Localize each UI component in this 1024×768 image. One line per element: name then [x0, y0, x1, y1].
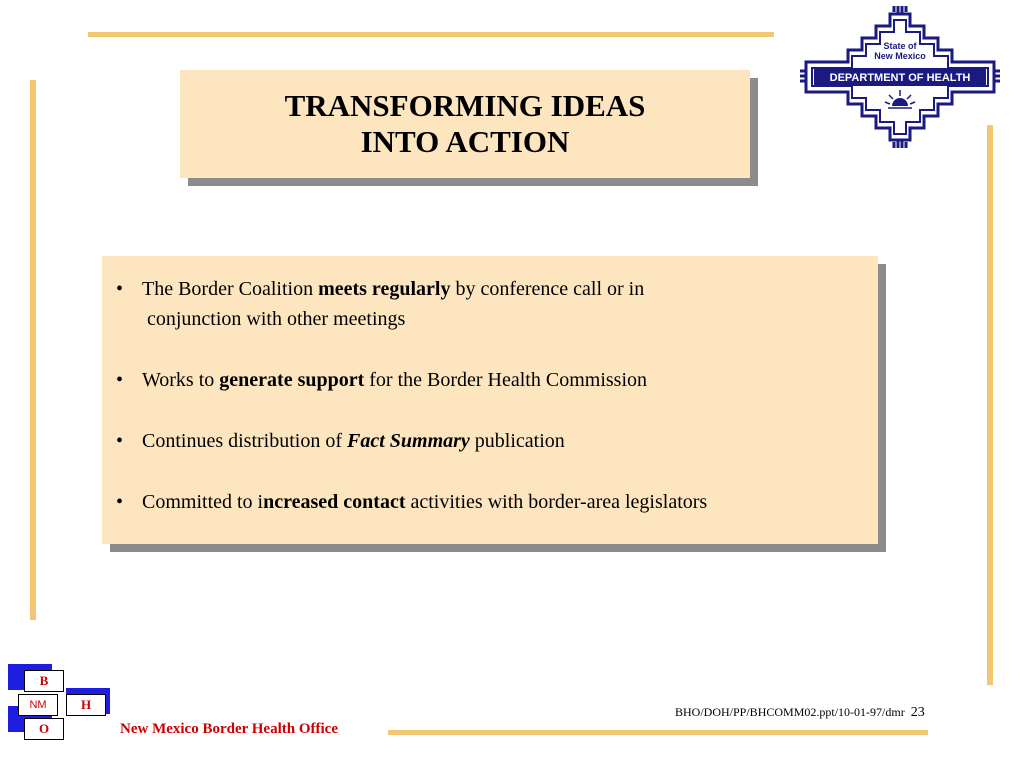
page-number: 23 — [910, 705, 925, 720]
title-line-1: TRANSFORMING IDEAS — [284, 88, 646, 123]
logo-department-name: DEPARTMENT OF HEALTH — [829, 72, 971, 84]
logo-letter-h: H — [66, 694, 106, 716]
bullet-item — [116, 426, 878, 456]
right-divider — [987, 125, 993, 685]
bullet-item — [116, 274, 878, 334]
top-divider — [88, 32, 774, 37]
bullet-continuation: conjunction with other meetings — [147, 308, 406, 330]
bullet-emphasis: generate support — [219, 369, 365, 391]
bullet-text: Continues distribution of — [142, 430, 347, 452]
bullet-text: The Border Coalition — [142, 278, 319, 300]
bullet-marker: • — [116, 491, 124, 513]
logo-state-line1: State of — [883, 41, 917, 51]
logo-state-line2: New Mexico — [874, 51, 926, 61]
bullet-text: by conference call or in — [450, 278, 645, 300]
bullet-item — [116, 487, 878, 517]
logo-letter-o: O — [24, 718, 64, 740]
footer-reference — [675, 705, 925, 721]
bullet-marker: • — [116, 430, 124, 452]
logo-letter-b: B — [24, 670, 64, 692]
bullet-box — [102, 256, 878, 544]
bottom-divider — [388, 730, 928, 735]
bullet-marker: • — [116, 369, 124, 391]
slide-title — [285, 88, 646, 160]
left-divider — [30, 80, 36, 620]
bullet-text: for the Border Health Commission — [364, 369, 647, 391]
bullet-text: activities with border-area legislators — [405, 491, 708, 513]
logo-letter-nm: NM — [18, 694, 58, 716]
department-of-health-logo — [800, 4, 1000, 150]
bullet-text: publication — [469, 430, 565, 452]
bullet-marker: • — [116, 278, 124, 300]
bullet-text: Works to — [142, 369, 220, 391]
bullet-emphasis: ncreased contact — [263, 491, 406, 513]
bullet-item — [116, 365, 878, 395]
bullet-emphasis: Fact Summary — [347, 430, 470, 452]
bullet-text: Committed to i — [142, 491, 264, 513]
title-line-2: INTO ACTION — [360, 124, 570, 159]
title-box — [180, 70, 750, 178]
office-name: New Mexico Border Health Office — [120, 721, 338, 737]
bullet-emphasis: meets regularly — [318, 278, 451, 300]
sun-symbol-icon — [885, 90, 915, 108]
border-health-office-logo — [8, 662, 114, 746]
document-reference: BHO/DOH/PP/BHCOMM02.ppt/10-01-97/dmr — [675, 705, 905, 719]
